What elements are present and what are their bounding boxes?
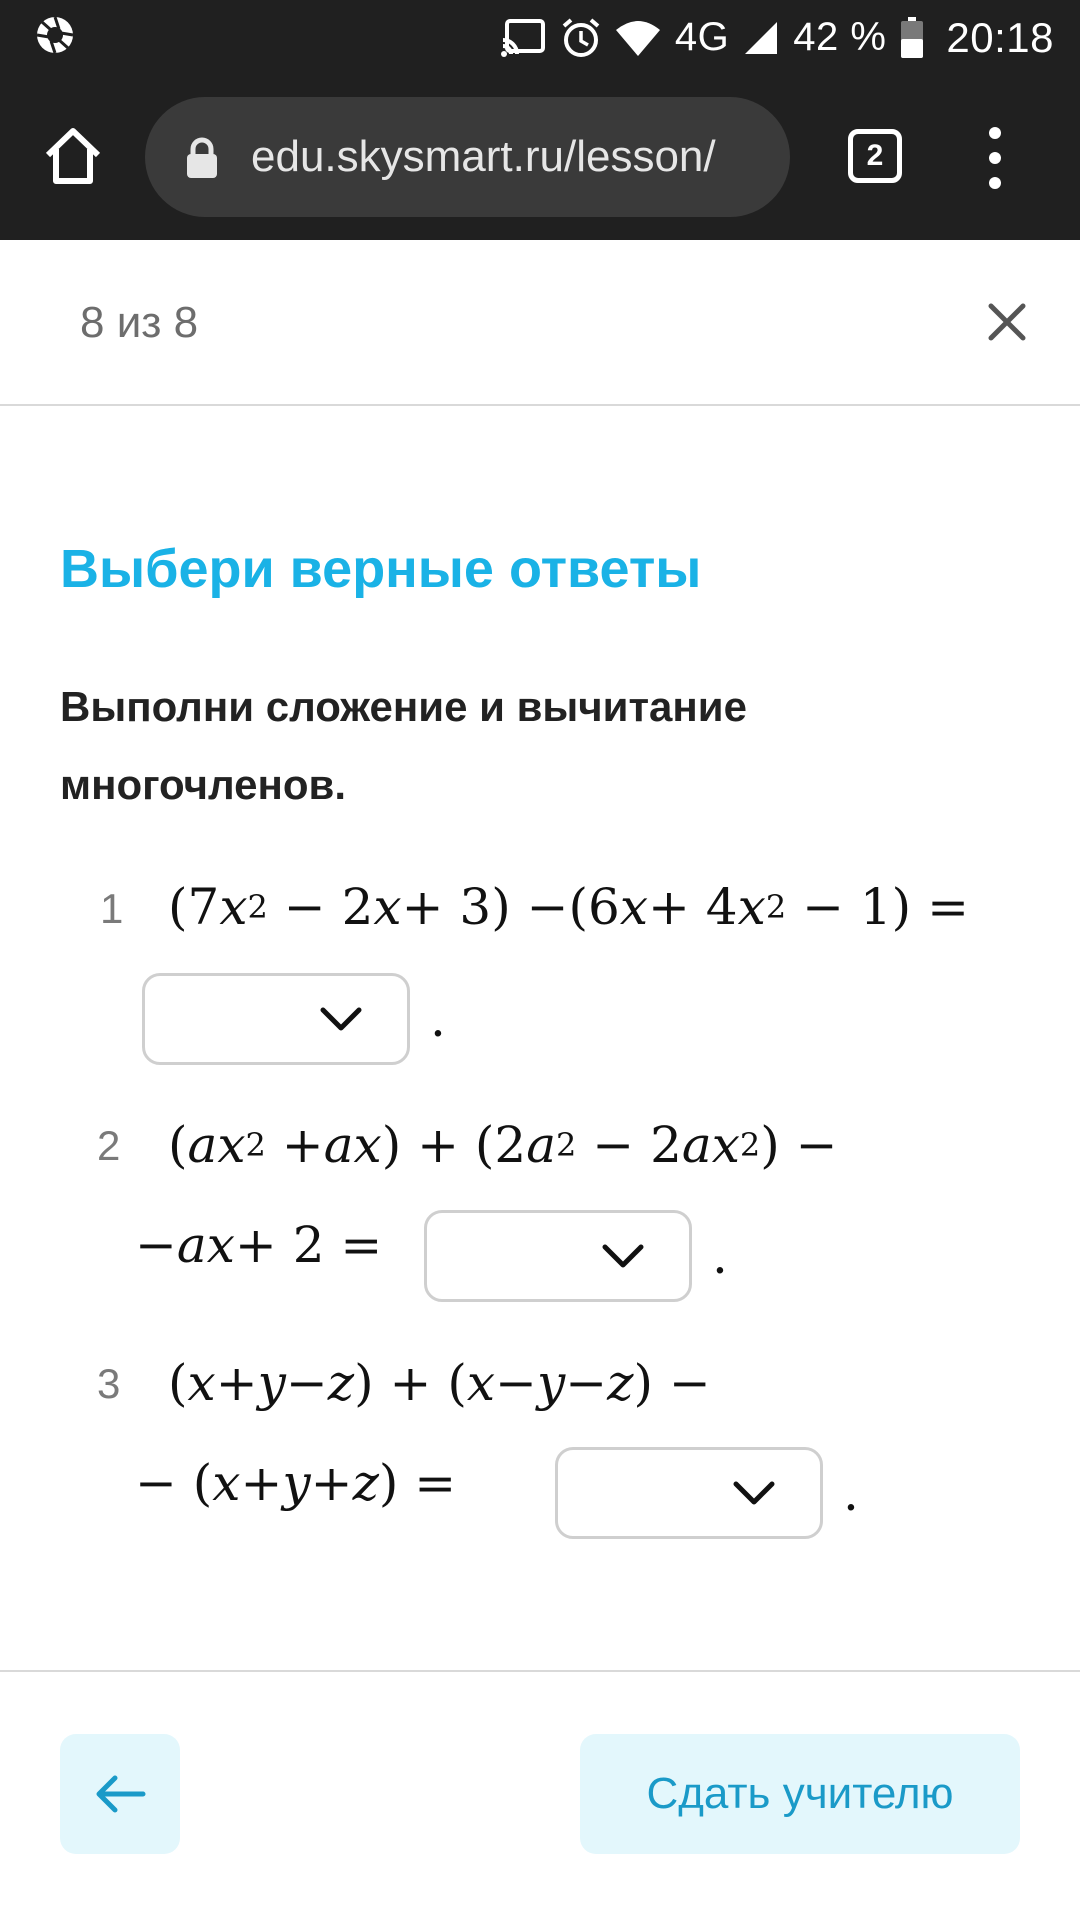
wifi-icon (615, 18, 661, 58)
submit-to-teacher-button[interactable]: Сдать учителю (580, 1734, 1020, 1854)
overflow-menu-icon[interactable] (980, 127, 1010, 189)
back-button[interactable] (60, 1734, 180, 1854)
signal-icon (743, 20, 779, 56)
home-icon[interactable] (40, 123, 106, 189)
answer-select-3[interactable] (555, 1447, 823, 1539)
exercise-2-expression-line1: ( ax 2 + ax ) + (2 a 2 − 2 ax 2 ) − (168, 1116, 838, 1174)
period: . (843, 1464, 859, 1522)
exercise-2-expression-line2: − ax + 2 = (135, 1216, 383, 1274)
chevron-down-icon (319, 1004, 363, 1034)
browser-toolbar (0, 75, 1080, 240)
network-type: 4G (674, 15, 730, 59)
url-text: edu.skysmart.ru/lesson/ (251, 132, 716, 181)
exercise-number: 2 (97, 1122, 121, 1169)
exercise-1-expression: (7 x 2 − 2 x + 3) −(6 x + 4 x 2 − 1) = (168, 878, 969, 936)
answer-select-2[interactable] (424, 1210, 692, 1302)
exercise-3-expression-line2: − ( x + y + z ) = (135, 1454, 457, 1512)
exercise-number: 1 (100, 885, 124, 932)
camera-aperture-icon (34, 14, 76, 56)
lock-icon (185, 137, 219, 179)
task-description: Выполни сложение и вычитание многочленов. (60, 683, 747, 808)
period: . (430, 990, 446, 1048)
progress-counter: 8 из 8 (80, 298, 199, 347)
period: . (712, 1227, 728, 1285)
chevron-down-icon (601, 1241, 645, 1271)
battery-percent: 42 % (793, 15, 887, 59)
cast-icon (501, 18, 547, 58)
arrow-left-icon (93, 1774, 147, 1814)
tab-switcher-button[interactable]: 2 (848, 129, 902, 183)
address-bar[interactable] (145, 97, 790, 217)
exercise-number: 3 (97, 1360, 121, 1407)
lesson-footer (0, 1670, 1080, 1920)
answer-select-1[interactable] (142, 973, 410, 1065)
status-bar (0, 0, 1080, 75)
clock: 20:18 (946, 13, 1054, 61)
lesson-header (0, 240, 1080, 406)
close-icon[interactable] (985, 300, 1029, 344)
exercise-3-expression-line1: ( x + y − z ) + ( x − y − z ) − (168, 1354, 711, 1412)
alarm-icon (561, 17, 601, 59)
task-title: Выбери верные ответы (60, 539, 702, 599)
battery-icon (900, 17, 924, 59)
chevron-down-icon (732, 1478, 776, 1508)
